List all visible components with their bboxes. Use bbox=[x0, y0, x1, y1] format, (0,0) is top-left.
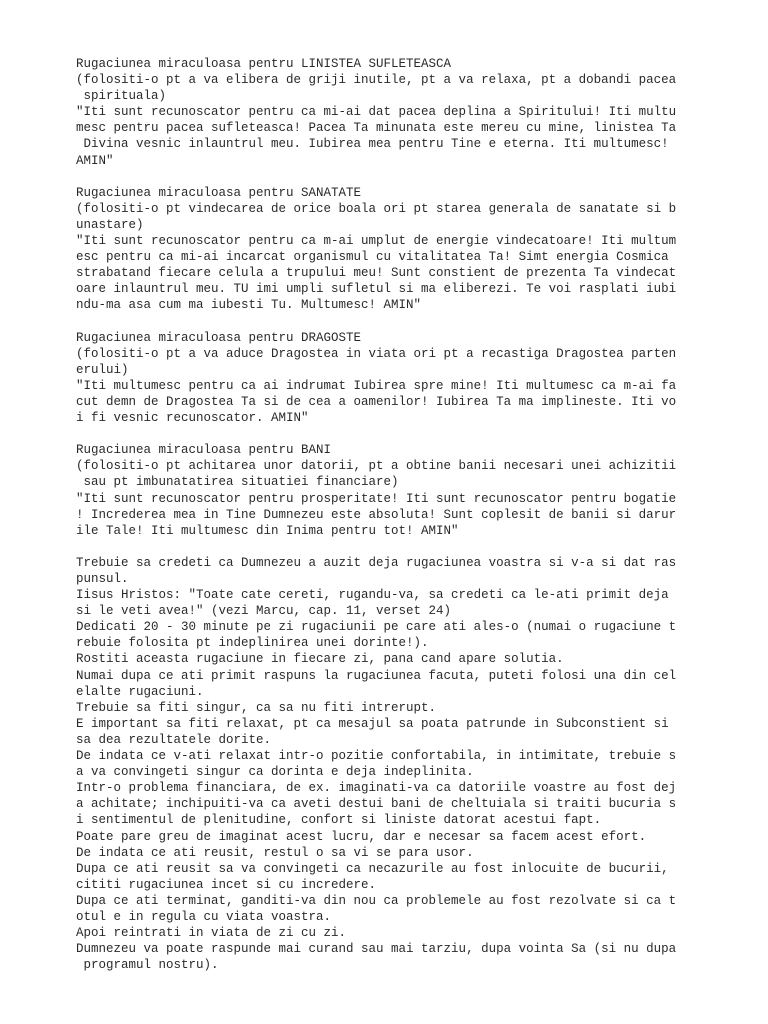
text-line: Dumnezeu va poate raspunde mai curand sau mai tarziu, dupa vointa Sa (si nu dupa bbox=[76, 942, 677, 957]
text-line: (folositi-o pt achitarea unor datorii, pt a obtine banii necesari unei achizitii bbox=[76, 459, 677, 474]
text-line: Apoi reintrati in viata de zi cu zi. bbox=[76, 926, 347, 941]
paragraph-gap bbox=[76, 426, 676, 442]
prayer-health bbox=[76, 185, 676, 314]
text-line: unastare) bbox=[76, 217, 144, 232]
text-line: otul e in regula cu viata voastra. bbox=[76, 909, 332, 924]
text-line: Intr-o problema financiara, de ex. imaginati-va ca datoriile voastre au fost dej bbox=[76, 781, 677, 796]
text-line: E important sa fiti relaxat, pt ca mesajul sa poata patrunde in Subconstient si bbox=[76, 716, 669, 731]
text-line: Poate pare greu de imaginat acest lucru, dar e necesar sa facem acest efort. bbox=[76, 829, 647, 844]
text-line: a va convingeti singur ca dorinta e deja indeplinita. bbox=[76, 765, 474, 780]
text-line: Divina vesnic inlauntrul meu. Iubirea mea pentru Tine e eterna. Iti multumesc! bbox=[76, 137, 669, 152]
paragraph-gap bbox=[76, 169, 676, 185]
text-line: Rugaciunea miraculoasa pentru DRAGOSTE bbox=[76, 330, 362, 345]
text-line: rebuie folosita pt indeplinirea unei dorinte!). bbox=[76, 636, 429, 651]
text-line: punsul. bbox=[76, 572, 129, 586]
text-line: Rostiti aceasta rugaciune in fiecare zi, pana cand apare solutia. bbox=[76, 652, 564, 667]
text-line: a achitate; inchipuiti-va ca aveti destui bani de cheltuiala si traiti bucuria s bbox=[76, 797, 677, 812]
text-line: "Iti sunt recunoscator pentru ca m-ai umplut de energie vindecatoare! Iti multum bbox=[76, 234, 677, 249]
text-line: sau pt imbunatatirea situatiei financiare) bbox=[76, 475, 399, 490]
text-line: AMIN" bbox=[76, 153, 114, 168]
text-line: elalte rugaciuni. bbox=[76, 684, 204, 699]
text-line: esc pentru ca mi-ai incarcat organismul cu vitalitatea Ta! Simt energia Cosmica bbox=[76, 250, 669, 265]
paragraph-gap bbox=[76, 314, 676, 330]
text-line: Numai dupa ce ati primit raspuns la rugaciunea facuta, puteti folosi una din cel bbox=[76, 668, 677, 683]
text-line: Rugaciunea miraculoasa pentru BANI bbox=[76, 443, 332, 458]
text-line: Dupa ce ati terminat, ganditi-va din nou ca problemele au fost rezolvate si ca t bbox=[76, 893, 677, 908]
text-line: Rugaciunea miraculoasa pentru SANATATE bbox=[76, 185, 362, 200]
text-line: programul nostru). bbox=[76, 958, 219, 973]
text-line: Trebuie sa credeti ca Dumnezeu a auzit deja rugaciunea voastra si v-a si dat ras bbox=[76, 555, 677, 570]
text-line: Iisus Hristos: "Toate cate cereti, rugandu-va, sa credeti ca le-ati primit deja bbox=[76, 588, 669, 603]
document-page bbox=[76, 56, 676, 973]
paragraph-gap bbox=[76, 539, 676, 555]
prayer-peace bbox=[76, 56, 676, 169]
text-line: i sentimentul de plenitudine, confort si liniste datorat acestui fapt. bbox=[76, 813, 602, 828]
text-line: Rugaciunea miraculoasa pentru LINISTEA SUFLETEASCA bbox=[76, 57, 452, 71]
text-line: cut demn de Dragostea Ta si de cea a oamenilor! Iubirea Ta ma implineste. Iti vo bbox=[76, 394, 677, 409]
text-line: De indata ce ati reusit, restul o sa vi se para usor. bbox=[76, 845, 474, 860]
text-line: (folositi-o pt a va aduce Dragostea in viata ori pt a recastiga Dragostea parten bbox=[76, 346, 677, 361]
text-line: Trebuie sa fiti singur, ca sa nu fiti intrerupt. bbox=[76, 700, 437, 715]
text-line: ile Tale! Iti multumesc din Inima pentru tot! AMIN" bbox=[76, 523, 459, 538]
text-line: (folositi-o pt a va elibera de griji inutile, pt a va relaxa, pt a dobandi pacea bbox=[76, 73, 677, 88]
text-line: "Iti multumesc pentru ca ai indrumat Iubirea spre mine! Iti multumesc ca m-ai fa bbox=[76, 378, 677, 393]
text-line: (folositi-o pt vindecarea de orice boala ori pt starea generala de sanatate si b bbox=[76, 201, 677, 216]
text-line: ndu-ma asa cum ma iubesti Tu. Multumesc! AMIN" bbox=[76, 298, 422, 313]
text-line: strabatand fiecare celula a trupului meu! Sunt constient de prezenta Ta vindecat bbox=[76, 266, 677, 281]
text-line: oare inlauntrul meu. TU imi umpli sufletul si ma eliberezi. Te voi rasplati iubi bbox=[76, 282, 677, 297]
text-line: mesc pentru pacea sufleteasca! Pacea Ta minunata este mereu cu mine, linistea Ta bbox=[76, 121, 677, 136]
text-line: "Iti sunt recunoscator pentru ca mi-ai dat pacea deplina a Spiritului! Iti multu bbox=[76, 105, 677, 120]
text-line: sa dea rezultatele dorite. bbox=[76, 732, 272, 747]
prayer-money bbox=[76, 442, 676, 539]
text-line: si le veti avea!" (vezi Marcu, cap. 11, verset 24) bbox=[76, 604, 452, 619]
text-line: cititi rugaciunea incet si cu incredere. bbox=[76, 877, 377, 892]
prayer-love bbox=[76, 330, 676, 427]
text-line: De indata ce v-ati relaxat intr-o pozitie confortabila, in intimitate, trebuie s bbox=[76, 749, 677, 764]
text-line: "Iti sunt recunoscator pentru prosperitate! Iti sunt recunoscator pentru bogatie bbox=[76, 491, 677, 506]
text-line: spirituala) bbox=[76, 89, 167, 104]
text-line: Dedicati 20 - 30 minute pe zi rugaciunii pe care ati ales-o (numai o rugaciune t bbox=[76, 620, 677, 635]
text-line: i fi vesnic recunoscator. AMIN" bbox=[76, 411, 309, 426]
text-line: ! Increderea mea in Tine Dumnezeu este absoluta! Sunt coplesit de banii si darur bbox=[76, 507, 677, 522]
text-line: erului) bbox=[76, 362, 129, 377]
instructions bbox=[76, 555, 676, 973]
text-line: Dupa ce ati reusit sa va convingeti ca necazurile au fost inlocuite de bucurii, bbox=[76, 861, 669, 876]
